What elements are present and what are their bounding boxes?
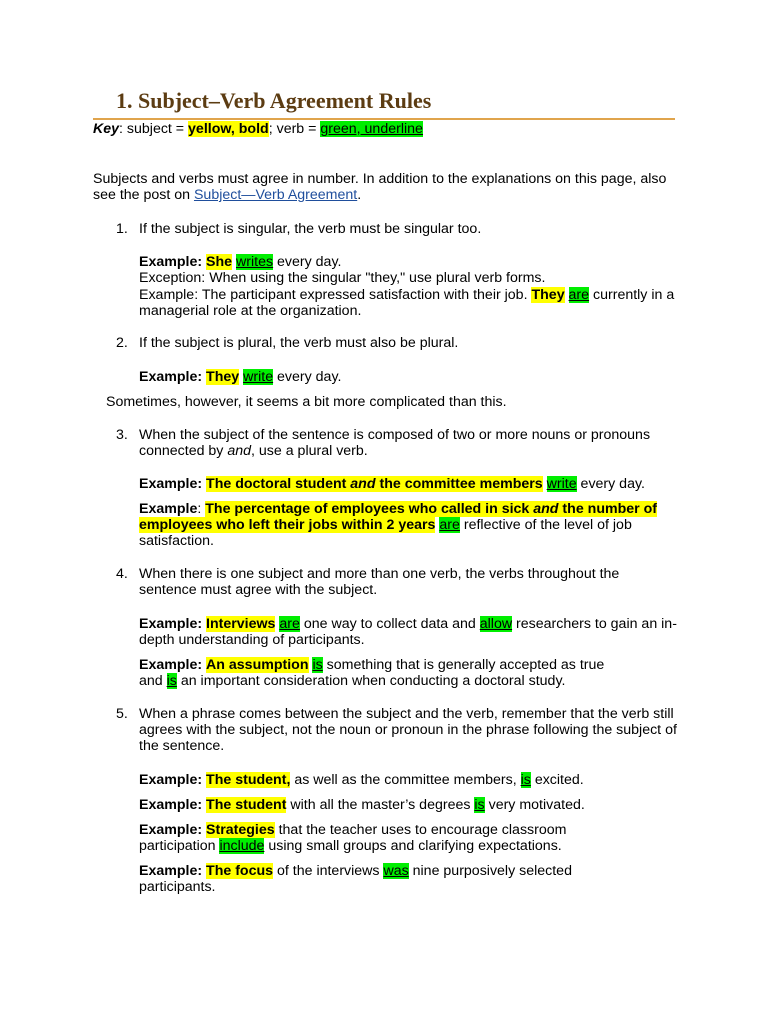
subject: Interviews: [206, 616, 276, 632]
example-label: Example:: [139, 822, 203, 838]
example-text: something that is generally accepted as true and: [139, 657, 605, 689]
subject: Strategies: [206, 822, 275, 838]
example-text: researchers to gain an in-depth understanding of participants.: [139, 616, 677, 648]
rule-5-example-3: [139, 822, 599, 854]
example-text: with all the master’s degrees: [286, 797, 475, 813]
rule-4-example-1: [139, 616, 684, 648]
subject: The focus: [206, 863, 274, 879]
intro-paragraph: [93, 171, 683, 203]
subject-part: the committee members: [375, 476, 543, 492]
example-text: using small groups and clarifying expectations.: [264, 838, 562, 854]
verb: write: [546, 476, 577, 492]
example-text: Example: The participant expressed satisfaction with their job.: [139, 287, 532, 303]
example-label: Example:: [139, 369, 203, 385]
rule-text: When the subject of the sentence is composed of two or more nouns or pronouns connected by: [139, 427, 651, 459]
rule-5-text: When a phrase comes between the subject and the verb, remember that the verb still agrees with the subject, not the noun or pronoun in the phrase following the subject of the sentence.: [139, 706, 677, 754]
example-text: every day.: [273, 369, 342, 385]
subject: An assumption: [206, 657, 309, 673]
verb: is: [520, 772, 531, 788]
intro-text: Subjects and verbs must agree in number. In addition to the explanations on this page, also see the post on: [93, 171, 667, 203]
example-label: Example:: [139, 797, 203, 813]
example-label: Example: [139, 501, 198, 517]
subject: They: [531, 287, 565, 303]
rule-4-text: When there is one subject and more than one verb, the verbs throughout the sentence must agree with the subject.: [139, 566, 620, 598]
subject: [206, 476, 543, 492]
rule-4-number: 4.: [116, 566, 128, 582]
example-label: Example:: [139, 476, 203, 492]
example-text: every day.: [273, 254, 342, 270]
example-label: Example:: [139, 616, 203, 632]
key-verb-style: green, underline: [320, 121, 423, 137]
verb: is: [474, 797, 485, 813]
example-text: every day.: [576, 476, 645, 492]
rule-5-example-4: [139, 863, 609, 895]
verb: allow: [479, 616, 513, 632]
rule-3-text: [139, 427, 684, 459]
rule-text-emphasis: and: [227, 443, 252, 459]
rule-1-text: If the subject is singular, the verb must be singular too.: [139, 221, 482, 237]
example-text: very motivated.: [484, 797, 585, 813]
example-text: as well as the committee members,: [290, 772, 521, 788]
key-subject-eq: : subject =: [119, 121, 189, 137]
rule-5-example-2: [139, 797, 684, 813]
verb: write: [243, 369, 274, 385]
example-text: currently in a managerial role at the organization.: [139, 287, 675, 319]
example-text: an important consideration when conducting a doctoral study.: [176, 673, 566, 689]
title-divider: [93, 118, 675, 120]
verb: include: [219, 838, 265, 854]
verb: are: [568, 287, 590, 303]
example-label: Example:: [139, 254, 203, 270]
example-text: that the teacher uses to encourage classroom participation: [139, 822, 567, 854]
verb: was: [383, 863, 409, 879]
verb: is: [312, 657, 323, 673]
rule-2-text: If the subject is plural, the verb must also be plural.: [139, 335, 459, 351]
rule-text: , use a plural verb.: [251, 443, 368, 459]
subject-verb-agreement-link[interactable]: Subject—Verb Agreement: [193, 187, 358, 203]
subject-part: The percentage of employees who called in sick: [205, 501, 534, 517]
verb: are: [279, 616, 300, 632]
intro-end: .: [357, 187, 362, 203]
rule-1-exception-example: [139, 287, 679, 319]
subject-part: the number of employees who left their jobs within 2 years: [139, 501, 658, 533]
subject-part: The doctoral student: [206, 476, 351, 492]
rule-4-example-2: [139, 657, 629, 689]
example-text: one way to collect data and: [299, 616, 480, 632]
example-text: excited.: [530, 772, 584, 788]
example-label: Example:: [139, 772, 203, 788]
example-text: nine purposively selected participants.: [139, 863, 572, 895]
verb: is: [166, 673, 177, 689]
rule-3-example-1: [139, 476, 684, 492]
subject: The student,: [206, 772, 291, 788]
rule-1-number: 1.: [116, 221, 128, 237]
rule-1-exception: Exception: When using the singular "they," use plural verb forms.: [139, 270, 546, 286]
key-label: Key: [93, 121, 120, 137]
key-sep: ; verb =: [268, 121, 321, 137]
example-label: Example:: [139, 863, 203, 879]
subject-conjunction: and: [533, 501, 559, 517]
rule-3-example-2: [139, 501, 679, 549]
rule-5-example-1: [139, 772, 684, 788]
subject: She: [206, 254, 233, 270]
rule-2-number: 2.: [116, 335, 128, 351]
rule-3-number: 3.: [116, 427, 128, 443]
key-line: [93, 121, 423, 137]
rule-1-example: [139, 254, 684, 270]
example-text: reflective of the level of job satisfaction.: [139, 517, 632, 549]
subject: They: [206, 369, 240, 385]
verb: writes: [236, 254, 274, 270]
example-text: of the interviews: [273, 863, 384, 879]
verb: are: [439, 517, 460, 533]
transition-sentence: Sometimes, however, it seems a bit more complicated than this.: [106, 394, 507, 410]
example-colon: :: [197, 501, 206, 517]
subject-conjunction: and: [350, 476, 376, 492]
page-title: 1. Subject–Verb Agreement Rules: [116, 88, 432, 113]
subject: The student: [206, 797, 287, 813]
rule-2-example: [139, 369, 684, 385]
rule-5-number: 5.: [116, 706, 128, 722]
key-subject-style: yellow, bold: [188, 121, 269, 137]
example-label: Example:: [139, 657, 203, 673]
